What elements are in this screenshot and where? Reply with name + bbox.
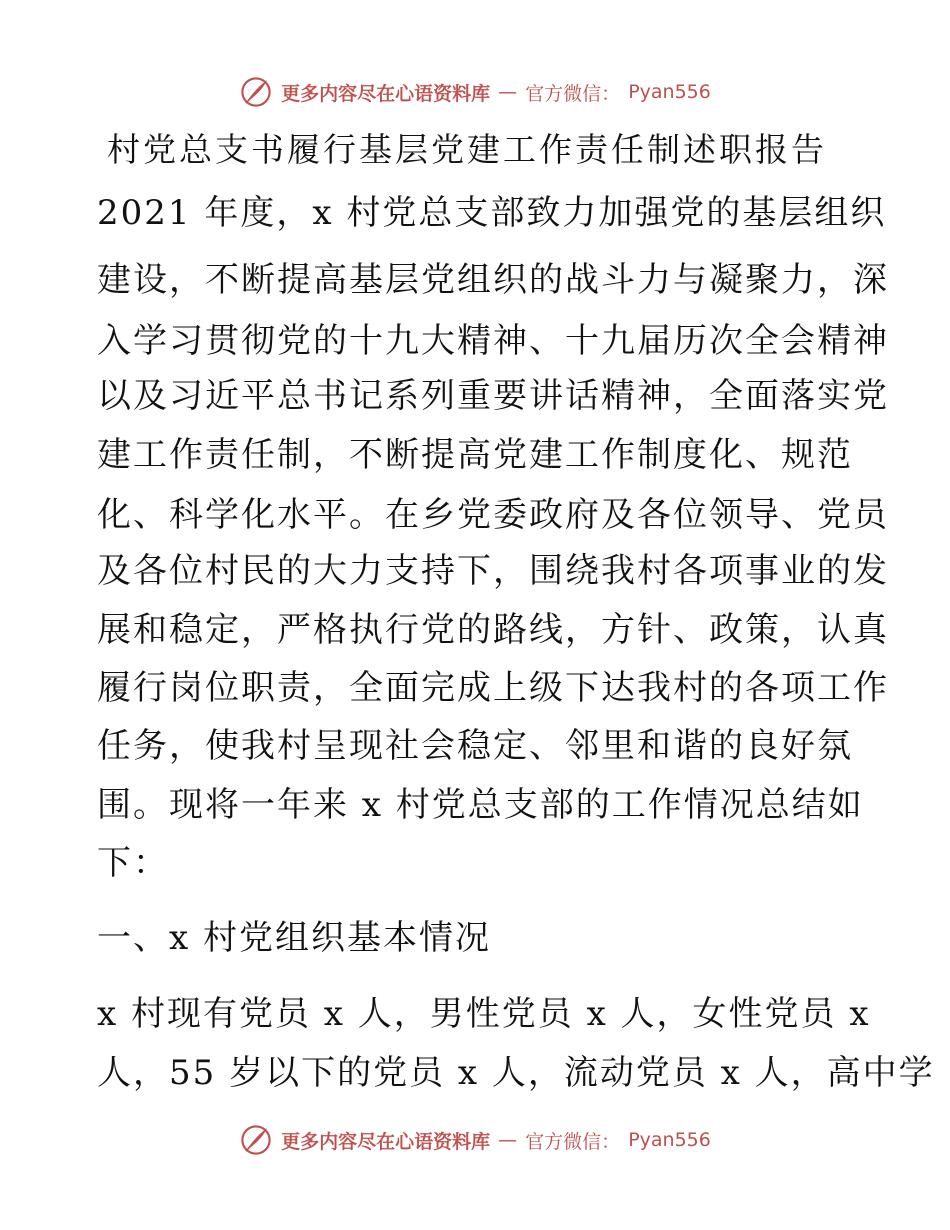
body-line: 化、科学化水平。在乡党委政府及各位领导、党员 xyxy=(97,495,889,535)
watermark-header xyxy=(0,72,950,112)
body-line: 入学习贯彻党的十九大精神、十九届历次全会精神 xyxy=(97,321,889,361)
body-line: 建设，不断提高基层党组织的战斗力与凝聚力，深 xyxy=(97,260,889,300)
quill-logo-icon xyxy=(239,1123,273,1157)
body-line: 及各位村民的大力支持下，围绕我村各项事业的发 xyxy=(97,551,889,591)
watermark-separator: — xyxy=(498,1129,518,1151)
quill-logo-icon xyxy=(239,75,273,109)
watermark-wechat-id: Pyan556 xyxy=(628,81,711,103)
body-line: 以及习近平总书记系列重要讲话精神，全面落实党 xyxy=(97,376,889,416)
body-line: x 村现有党员 x 人，男性党员 x 人，女性党员 x xyxy=(97,994,871,1034)
document-title: 村党总支书履行基层党建工作责任制述职报告 xyxy=(107,130,827,169)
watermark-separator: — xyxy=(498,81,518,103)
watermark-wechat-id: Pyan556 xyxy=(628,1129,711,1151)
body-line: 人，55 岁以下的党员 x 人，流动党员 x 人，高中学 xyxy=(97,1053,935,1093)
watermark-text: 更多内容尽在心语资料库 xyxy=(281,82,491,105)
body-line: 2021 年度，x 村党总支部致力加强党的基层组织 xyxy=(97,193,887,233)
watermark-text: 更多内容尽在心语资料库 xyxy=(281,1130,491,1153)
body-line: 任务，使我村呈现社会稳定、邻里和谐的良好氛 xyxy=(97,726,853,766)
body-line: 履行岗位职责，全面完成上级下达我村的各项工作 xyxy=(97,668,889,708)
body-line: 围。现将一年来 x 村党总支部的工作情况总结如 xyxy=(97,785,864,825)
body-line: 展和稳定，严格执行党的路线，方针、政策，认真 xyxy=(97,610,889,650)
watermark-label: 官方微信： xyxy=(525,1130,621,1153)
section-heading: 一、x 村党组织基本情况 xyxy=(97,918,491,958)
watermark-footer xyxy=(0,1120,950,1160)
body-line: 建工作责任制，不断提高党建工作制度化、规范 xyxy=(97,435,853,475)
body-line: 下： xyxy=(97,843,169,883)
watermark-label: 官方微信： xyxy=(525,82,621,105)
